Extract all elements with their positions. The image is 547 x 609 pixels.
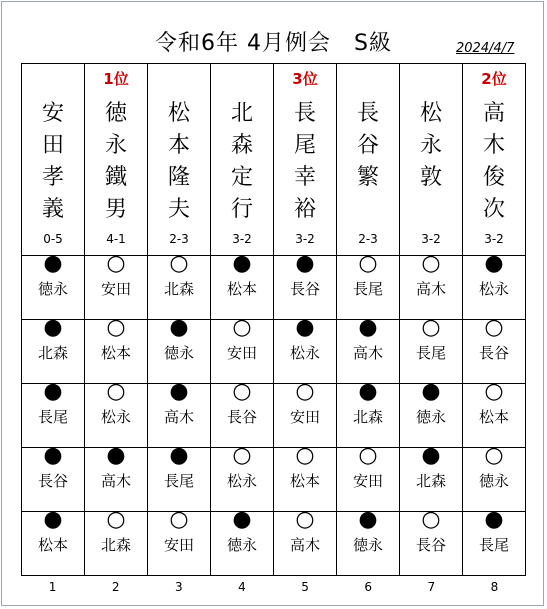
loss-mark: ● [421,379,441,404]
loss-mark: ● [484,507,504,532]
opponent-name: 徳永 [478,472,509,490]
opponent-name: 高木 [415,280,446,298]
result-cell [85,379,148,448]
opponent-name: 長尾 [352,280,383,298]
loss-mark: ● [169,443,189,468]
event-date: 2024/4/7 [456,41,515,56]
loss-mark: ● [43,315,63,340]
column-number: 3 [174,580,183,594]
opponent-name: 長谷 [37,472,68,490]
loss-mark: ● [358,379,378,404]
loss-mark: ● [43,443,63,468]
result-cell [148,251,211,320]
player-name: 松本隆夫 [167,101,190,222]
win-mark: ○ [358,443,378,468]
player-name: 長尾幸裕 [293,101,316,222]
opponent-name: 安田 [289,408,320,426]
win-mark: ○ [106,251,126,276]
opponent-name: 長尾 [478,536,509,554]
opponent-name: 松永 [100,408,131,426]
win-mark: ○ [421,507,441,532]
rank-label: 3位 [292,70,318,88]
player-header [85,64,148,256]
result-cell [22,443,85,512]
result-cell [148,379,211,448]
player-name: 長谷 繁 [356,101,402,190]
result-cell [211,251,274,320]
opponent-name: 長谷 [289,280,320,298]
loss-mark: ● [232,507,252,532]
player-name: 徳永鐵男 [104,101,127,222]
result-cell [274,315,337,384]
opponent-name: 安田 [352,472,383,490]
opponent-name: 長尾 [415,344,446,362]
column-number: 1 [48,580,57,594]
loss-mark: ● [106,443,126,468]
result-cell [463,507,526,576]
rank-label [22,68,84,90]
win-mark: ○ [295,507,315,532]
result-cell [400,315,463,384]
rank-label: 2位 [481,70,507,88]
opponent-name: 北森 [163,280,194,298]
rank-label [211,68,273,90]
win-mark: ○ [106,315,126,340]
opponent-name: 高木 [163,408,194,426]
result-cell [400,251,463,320]
opponent-name: 安田 [163,536,194,554]
result-cell [22,315,85,384]
player-name: 高木俊次 [482,101,505,222]
loss-mark: ● [358,315,378,340]
result-cell [337,507,400,576]
win-mark: ○ [484,379,504,404]
player-header [22,64,85,256]
column-number: 7 [427,580,436,594]
opponent-name: 高木 [352,344,383,362]
result-cell [337,315,400,384]
win-mark: ○ [232,379,252,404]
result-cell [337,251,400,320]
player-header [463,64,526,256]
loss-mark: ● [484,251,504,276]
opponent-name: 安田 [226,344,257,362]
win-mark: ○ [295,443,315,468]
opponent-name: 北森 [415,472,446,490]
column-number: 2 [111,580,120,594]
player-record: 2-3 [358,232,378,246]
loss-mark: ● [169,379,189,404]
result-cell [148,443,211,512]
opponent-name: 徳永 [415,408,446,426]
result-cell [148,507,211,576]
result-cell [85,443,148,512]
result-cell [211,443,274,512]
rank-label [400,68,462,90]
round-row [22,384,526,448]
opponent-name: 徳永 [163,344,194,362]
player-record: 3-2 [232,232,252,246]
player-name: 松永 敦 [419,101,465,190]
win-mark: ○ [106,507,126,532]
opponent-name: 徳永 [226,536,257,554]
result-cell [22,251,85,320]
result-cell [463,443,526,512]
result-cell [400,379,463,448]
win-mark: ○ [232,315,252,340]
opponent-name: 安田 [100,280,131,298]
win-mark: ○ [484,315,504,340]
result-cell [274,251,337,320]
player-record: 2-3 [169,232,189,246]
win-mark: ○ [421,315,441,340]
result-cell [85,251,148,320]
player-record: 0-5 [43,232,63,246]
rank-label [148,68,210,90]
result-cell [148,315,211,384]
result-cell [211,379,274,448]
opponent-name: 松本 [37,536,68,554]
opponent-name: 松永 [226,472,257,490]
page-title: 令和6年 4月例会 S級 [155,31,392,56]
result-cell [211,507,274,576]
result-cell [337,379,400,448]
result-cell [463,251,526,320]
loss-mark: ● [169,315,189,340]
loss-mark: ● [421,443,441,468]
result-cell [211,315,274,384]
rank-label: 1位 [103,70,129,88]
player-record: 4-1 [106,232,126,246]
result-cell [463,315,526,384]
rank-label [337,68,399,90]
loss-mark: ● [43,251,63,276]
player-header [400,64,463,256]
opponent-name: 松永 [478,280,509,298]
header-row [22,64,526,256]
round-row [22,256,526,320]
player-record: 3-2 [295,232,315,246]
player-header [274,64,337,256]
opponent-name: 徳永 [37,280,68,298]
win-mark: ○ [232,443,252,468]
player-record: 3-2 [421,232,441,246]
results-table [21,63,526,576]
player-name: 北森定行 [230,101,253,222]
loss-mark: ● [232,251,252,276]
opponent-name: 北森 [352,408,383,426]
opponent-name: 松本 [478,408,509,426]
round-row [22,448,526,512]
win-mark: ○ [106,379,126,404]
result-cell [274,507,337,576]
result-cell [337,443,400,512]
win-mark: ○ [169,251,189,276]
column-number: 4 [238,580,246,594]
result-cell [463,379,526,448]
opponent-name: 長尾 [37,408,68,426]
result-cell [400,507,463,576]
result-cell [274,443,337,512]
win-mark: ○ [169,507,189,532]
result-cell [274,379,337,448]
result-cell [85,315,148,384]
opponent-name: 松本 [289,472,320,490]
opponent-name: 北森 [100,536,131,554]
column-number: 8 [490,580,499,594]
player-header [337,64,400,256]
loss-mark: ● [358,507,378,532]
result-cell [22,379,85,448]
result-cell [85,507,148,576]
loss-mark: ● [43,379,63,404]
opponent-name: 高木 [289,536,320,554]
opponent-name: 長谷 [478,344,509,362]
win-mark: ○ [358,251,378,276]
player-header [211,64,274,256]
win-mark: ○ [484,443,504,468]
win-mark: ○ [421,251,441,276]
player-record: 3-2 [484,232,504,246]
column-number: 5 [301,580,309,594]
opponent-name: 徳永 [352,536,383,554]
opponent-name: 松本 [226,280,257,298]
win-mark: ○ [295,379,315,404]
opponent-name: 松本 [100,344,131,362]
opponent-name: 松永 [289,344,320,362]
opponent-name: 長谷 [415,536,446,554]
column-numbers [21,580,526,594]
loss-mark: ● [43,507,63,532]
player-name: 安田孝義 [41,101,64,222]
column-number: 6 [364,580,372,594]
result-cell [22,507,85,576]
opponent-name: 北森 [37,344,68,362]
loss-mark: ● [295,315,315,340]
opponent-name: 長尾 [163,472,194,490]
round-row [22,512,526,576]
player-header [148,64,211,256]
opponent-name: 高木 [100,472,131,490]
loss-mark: ● [295,251,315,276]
round-row [22,320,526,384]
result-cell [400,443,463,512]
opponent-name: 長谷 [226,408,257,426]
